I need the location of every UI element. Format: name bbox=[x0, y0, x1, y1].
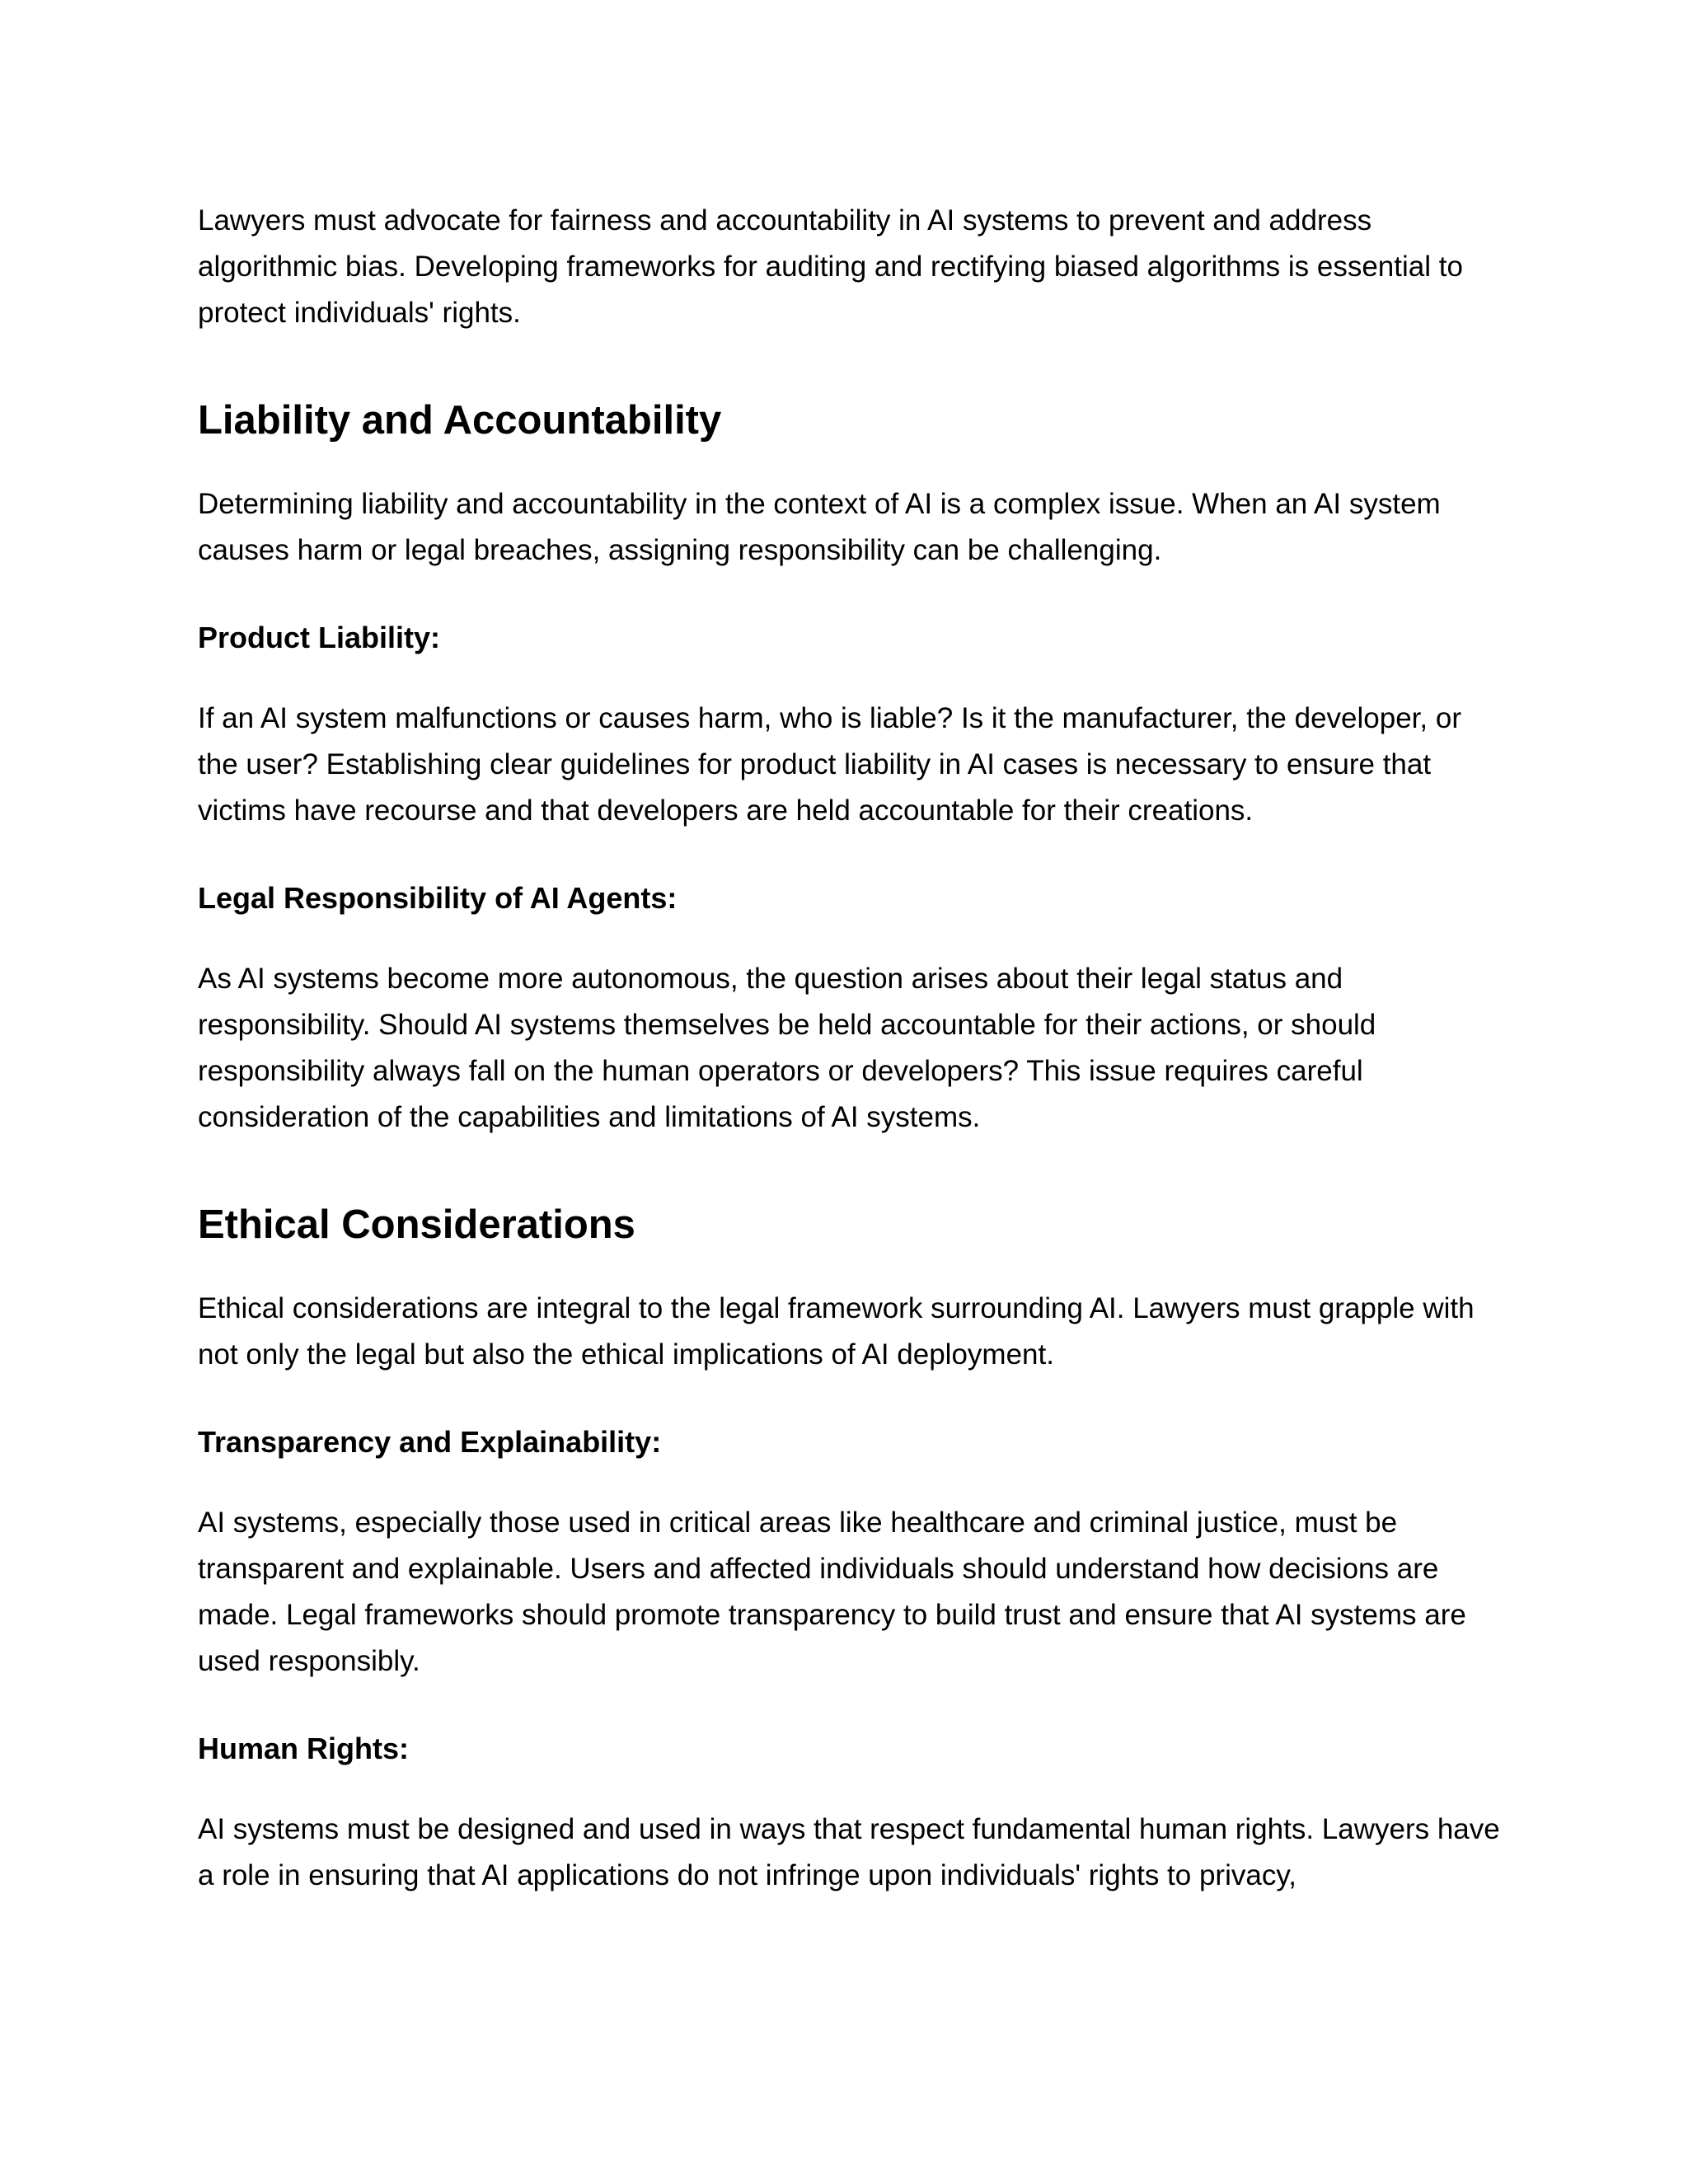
subheading-transparency: Transparency and Explainability: bbox=[198, 1425, 662, 1459]
human-rights-paragraph: AI systems must be designed and used in ways that respect fundamental human rights. Lawyers have a role in ensuring that AI applications do not infringe upon individuals' rights to privacy, bbox=[198, 1813, 1500, 1891]
subheading-human-rights: Human Rights: bbox=[198, 1732, 409, 1765]
product-liability-paragraph: If an AI system malfunctions or causes harm, who is liable? Is it the manufacturer, the developer, or the user? Establishing clear guidelines for product liability in AI cases is necessary to ensure that victims have recourse and that developers are held accountable for their creations. bbox=[198, 702, 1461, 827]
intro-paragraph: Lawyers must advocate for fairness and accountability in AI systems to prevent and address algorithmic bias. Developing frameworks for auditing and rectifying biased algorithms is essential to protect individuals' rights. bbox=[198, 204, 1463, 329]
ethics-paragraph: Ethical considerations are integral to the legal framework surrounding AI. Lawyers must grapple with not only the legal but also the ethical implications of AI deployment. bbox=[198, 1292, 1475, 1371]
document-content bbox=[198, 198, 1500, 1899]
legal-responsibility-paragraph: As AI systems become more autonomous, the question arises about their legal status and responsibility. Should AI systems themselves be held accountable for their actions, or should responsibility always fall on the human operators or developers? This issue requires careful consideration of the capabilities and limitations of AI systems. bbox=[198, 963, 1376, 1133]
liability-paragraph: Determining liability and accountability in the context of AI is a complex issue. When an AI system causes harm or legal breaches, assigning responsibility can be challenging. bbox=[198, 488, 1441, 566]
subheading-product-liability: Product Liability: bbox=[198, 621, 441, 654]
section-heading-ethics: Ethical Considerations bbox=[198, 1202, 635, 1247]
transparency-paragraph: AI systems, especially those used in critical areas like healthcare and criminal justice, must be transparent and explainable. Users and affected individuals should understand how decisions are made. Legal frameworks should promote transparency to build trust and ensure that AI systems are used responsibly. bbox=[198, 1507, 1466, 1677]
section-heading-liability: Liability and Accountability bbox=[198, 398, 722, 443]
subheading-legal-responsibility: Legal Responsibility of AI Agents: bbox=[198, 881, 678, 915]
